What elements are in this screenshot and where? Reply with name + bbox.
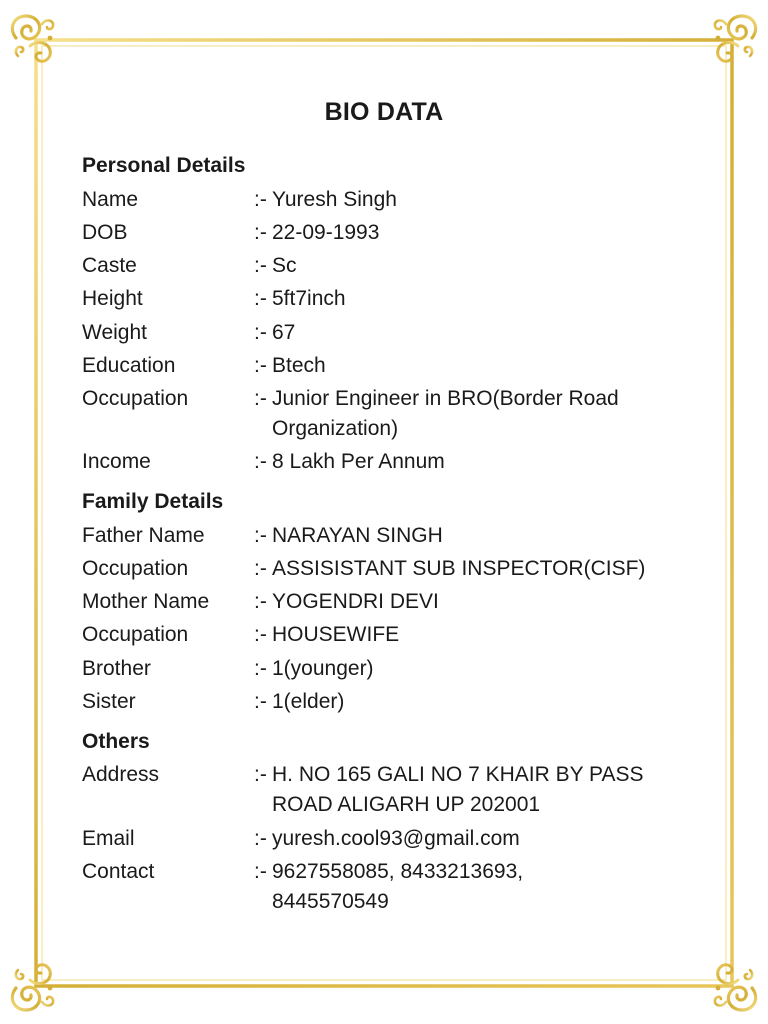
field-label: Brother (82, 657, 151, 680)
field-label: Occupation (82, 557, 189, 580)
field-separator: :- (254, 557, 267, 580)
field-value: 1(elder) (272, 690, 345, 713)
field-separator: :- (254, 221, 267, 244)
field-value: Btech (272, 354, 326, 377)
field-label: Mother Name (82, 590, 210, 613)
field-separator: :- (254, 860, 267, 883)
field-label: Father Name (82, 524, 205, 547)
section-title-others: Others (82, 730, 150, 753)
field-separator: :- (254, 657, 267, 680)
field-separator: :- (254, 590, 267, 613)
field-value: yuresh.cool93@gmail.com (272, 827, 520, 850)
field-label: Name (82, 188, 139, 211)
field-separator: :- (254, 254, 267, 277)
field-value: 1(younger) (272, 657, 374, 680)
field-value: HOUSEWIFE (272, 623, 400, 646)
field-label: Address (82, 763, 160, 786)
field-value: NARAYAN SINGH (272, 524, 443, 547)
field-value: H. NO 165 GALI NO 7 KHAIR BY PASS ROAD ALIGARH UP 202001 (272, 763, 644, 816)
field-value: Junior Engineer in BRO(Border Road Organization) (272, 387, 619, 440)
field-separator: :- (254, 450, 267, 473)
field-label: Height (82, 287, 143, 310)
field-value: 8 Lakh Per Annum (272, 450, 445, 473)
field-separator: :- (254, 524, 267, 547)
field-label: Weight (82, 321, 147, 344)
field-separator: :- (254, 690, 267, 713)
field-label: Email (82, 827, 135, 850)
field-separator: :- (254, 387, 267, 410)
field-label: Income (82, 450, 151, 473)
field-value: Sc (272, 254, 297, 277)
field-value: YOGENDRI DEVI (272, 590, 439, 613)
field-value: 22-09-1993 (272, 221, 380, 244)
field-label: Occupation (82, 387, 189, 410)
field-value: 9627558085, 8433213693, 8445570549 (272, 860, 524, 913)
field-separator: :- (254, 354, 267, 377)
field-separator: :- (254, 763, 267, 786)
page-title: BIO DATA (324, 98, 444, 126)
field-label: Occupation (82, 623, 189, 646)
field-label: Caste (82, 254, 137, 277)
field-label: Education (82, 354, 176, 377)
field-value: Yuresh Singh (272, 188, 397, 211)
field-label: Sister (82, 690, 136, 713)
field-label: Contact (82, 860, 155, 883)
field-value: ASSISISTANT SUB INSPECTOR(CISF) (272, 557, 646, 580)
section-title-family: Family Details (82, 490, 224, 513)
field-separator: :- (254, 623, 267, 646)
section-title-personal: Personal Details (82, 154, 246, 177)
field-separator: :- (254, 188, 267, 211)
field-separator: :- (254, 827, 267, 850)
field-label: DOB (82, 221, 128, 244)
field-value: 5ft7inch (272, 287, 346, 310)
field-separator: :- (254, 321, 267, 344)
field-value: 67 (272, 321, 296, 344)
field-separator: :- (254, 287, 267, 310)
